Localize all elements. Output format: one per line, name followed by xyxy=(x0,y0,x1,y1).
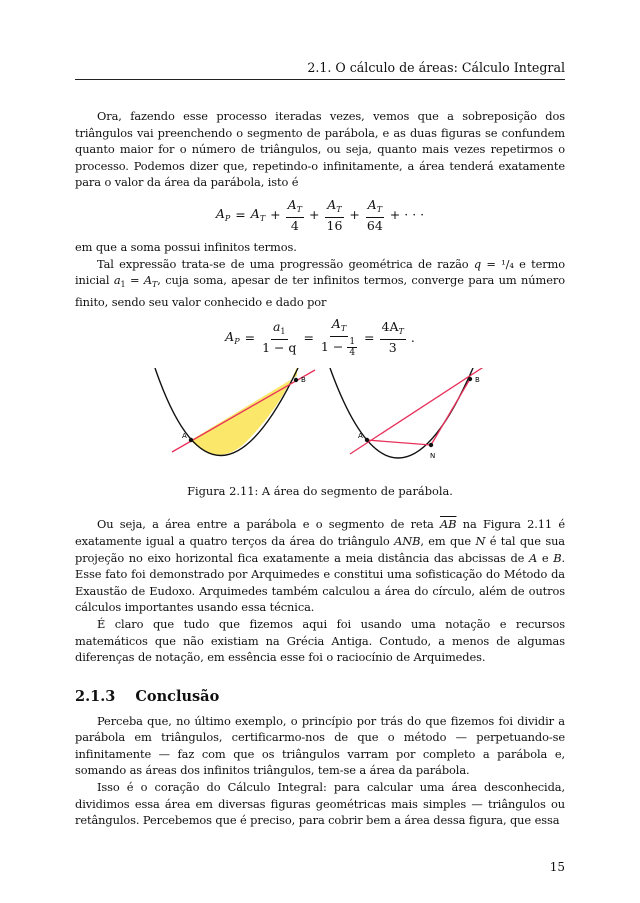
right-triangle-an xyxy=(367,440,431,445)
paragraph-6: Perceba que, no último exemplo, o princípio por trás do que fizemos foi dividir a parábola em triângulos, certificarmo-nos de que o método — perpetuando-se infinitamente — faz com que os triângulos varram por completo a parábola e, somando as áreas dos infinitos triângulos, tem-se a área da parábola. xyxy=(75,713,565,778)
left-point-b xyxy=(294,378,298,382)
right-label-b: B xyxy=(475,376,480,385)
right-label-a: A xyxy=(358,432,363,441)
left-point-a xyxy=(189,438,193,442)
right-chord-line xyxy=(350,368,485,454)
paragraph-1: Ora, fazendo esse processo iteradas vezes, vemos que a sobreposição dos triângulos vai preenchendo o segmento de parábola, e as duas figuras se confundem quanto maior for o número de triângulos, ou seja, quanto mais vezes repetirmos o processo. Podemos dizer que, repetindo-o infinitamente, a área tenderá exatamente para o valor da área da parábola, isto é xyxy=(75,109,565,190)
section-heading xyxy=(75,688,565,705)
left-parabola-panel xyxy=(155,368,315,456)
section-number: 2.1.3 xyxy=(75,687,116,705)
parabola-diagram xyxy=(75,368,565,478)
left-label-a: A xyxy=(182,432,187,441)
section-title: Conclusão xyxy=(135,687,220,705)
equation-sum: $A_P$ = $\frac{a_1}{1 - q}$ = $A_T$ 1 − $\frac{1}{4}$ = $\frac{4A_T}{3}$ . xyxy=(225,316,415,359)
paragraph-3: Tal expressão trata-se de uma progressão geométrica de razão q = ¹/₄ e termo inicial $a_1 = A_T$, cuja soma, apesar de ter infinitos termos, converge para um número finito, sendo seu valor conhecido e dado por xyxy=(75,256,566,309)
right-point-b xyxy=(468,377,472,381)
right-parabola-panel xyxy=(330,368,485,460)
paragraph-2: em que a soma possui infinitos termos. xyxy=(75,239,297,254)
right-point-a xyxy=(365,438,369,442)
right-point-n xyxy=(429,443,433,447)
paragraph-7: Isso é o coração do Cálculo Integral: para calcular uma área desconhecida, dividimos essa área em diversas figuras geométricas mais simples — triângulos ou retângulos. Percebemos que é preciso, para cobrir bem a área dessa figura, que essa xyxy=(75,780,565,828)
left-label-b: B xyxy=(301,376,306,385)
page-number: 15 xyxy=(549,860,565,874)
parabola-figure xyxy=(75,368,565,478)
equation-geometric-series: $A_P$ = $A_T$ + $\frac{A_T}{4}$ + $\frac{A_T}{16}$ + $\frac{A_T}{64}$ + · · · xyxy=(215,196,425,233)
right-parabola-curve xyxy=(330,368,473,461)
paragraph-4: Ou seja, a área entre a parábola e o segmento de reta $\overline{AB}$ na Figura 2.11 é exatamente igual a quatro terços da área do triângulo ANB, em que N é tal que sua projeção no eixo horizontal fica exatamente a meia distância das abcissas de A e B. Esse fato foi demonstrado por Arquimedes e constitui uma sofisticação do Método da Exaustão de Eudoxo. Arquimedes também calculou a área do círculo, além de outros cálculos importantes usando essa técnica. xyxy=(75,517,565,615)
paragraph-5: É claro que tudo que fizemos aqui foi usando uma notação e recursos matemáticos que não existiam na Grécia Antiga. Contudo, a menos de algumas diferenças de notação, em essência esse foi o raciocínio de Arquimedes. xyxy=(75,616,565,665)
figure-caption: Figura 2.11: A área do segmento de parábola. xyxy=(187,484,453,499)
running-head: 2.1. O cálculo de áreas: Cálculo Integral xyxy=(75,60,565,80)
page-content xyxy=(75,60,565,829)
right-label-n: N xyxy=(430,452,436,461)
